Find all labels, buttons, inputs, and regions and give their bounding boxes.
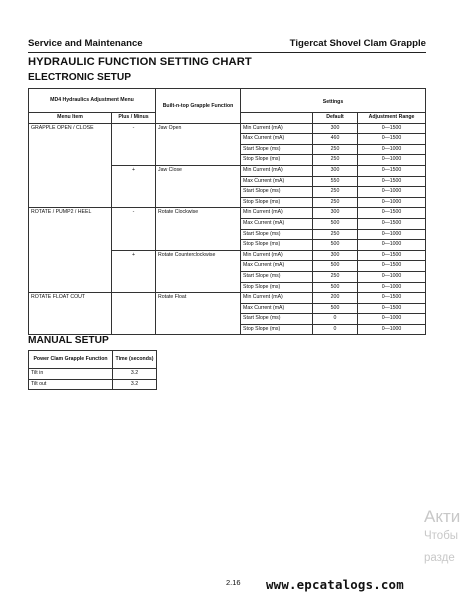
default-cell: 200 [313,293,358,304]
time-cell: 3.2 [113,369,157,380]
range-cell: 0—1500 [358,250,426,261]
function-cell: Tilt in [29,369,113,380]
range-cell: 0—1000 [358,240,426,251]
range-cell: 0—1500 [358,176,426,187]
param-cell: Stop Slope (ms) [241,282,313,293]
range-cell: 0—1000 [358,187,426,198]
range-cell: 0—1500 [358,165,426,176]
range-cell: 0—1000 [358,271,426,282]
menu-item-cell: GRAPPLE OPEN / CLOSE [29,123,112,208]
param-cell: Stop Slope (ms) [241,197,313,208]
range-cell: 0—1000 [358,324,426,335]
param-cell: Max Current (mA) [241,176,313,187]
default-cell: 250 [313,187,358,198]
plus-minus-cell: + [112,165,156,207]
default-header: Default [313,113,358,124]
default-cell: 250 [313,155,358,166]
function-cell: Rotate Float [156,293,241,335]
range-cell: 0—1000 [358,197,426,208]
default-cell: 0 [313,314,358,325]
time-header: Time (seconds) [113,351,157,369]
param-cell: Stop Slope (ms) [241,155,313,166]
section-name: Service and Maintenance [28,38,143,49]
page-header [28,38,426,53]
activation-overlay-line: Чтобы [424,530,459,542]
default-cell: 550 [313,176,358,187]
param-cell: Min Current (mA) [241,293,313,304]
table-row [29,293,426,304]
param-cell: Start Slope (ms) [241,144,313,155]
param-cell: Max Current (mA) [241,261,313,272]
default-cell: 250 [313,229,358,240]
param-cell: Min Current (mA) [241,165,313,176]
default-cell: 300 [313,250,358,261]
default-cell: 0 [313,324,358,335]
param-cell: Stop Slope (ms) [241,324,313,335]
function-cell: Jaw Open [156,123,241,165]
range-cell: 0—1500 [358,293,426,304]
range-cell: 0—1000 [358,155,426,166]
default-cell: 300 [313,165,358,176]
function-cell: Jaw Close [156,165,241,207]
manual-setup-table [28,350,157,390]
manual-setup-heading: MANUAL SETUP [28,335,109,346]
function-cell: Tilt out [29,379,113,390]
param-cell: Min Current (mA) [241,123,313,134]
range-cell: 0—1500 [358,134,426,145]
plus-minus-header: Plus / Minus [112,113,156,124]
default-cell: 300 [313,123,358,134]
electronic-setup-heading: ELECTRONIC SETUP [28,72,132,83]
page-title: HYDRAULIC FUNCTION SETTING CHART [28,56,252,68]
default-cell: 500 [313,240,358,251]
watermark-link[interactable]: www.epcatalogs.com [266,577,404,592]
default-cell: 500 [313,218,358,229]
range-cell: 0—1000 [358,144,426,155]
plus-minus-cell: - [112,208,156,250]
default-cell: 300 [313,208,358,219]
plus-minus-cell [112,293,156,335]
default-cell: 500 [313,303,358,314]
activation-overlay-title: Акти [424,507,461,526]
param-cell: Stop Slope (ms) [241,240,313,251]
function-cell: Rotate Clockwise [156,208,241,250]
table-row [29,369,157,380]
param-cell: Max Current (mA) [241,218,313,229]
table-row [29,208,426,219]
param-cell: Max Current (mA) [241,303,313,314]
default-cell: 250 [313,144,358,155]
param-cell: Start Slope (ms) [241,187,313,198]
default-cell: 250 [313,271,358,282]
activation-overlay-line: разде [424,552,455,564]
range-header: Adjustment Range [358,113,426,124]
electronic-setup-table [28,88,426,335]
range-cell: 0—1500 [358,123,426,134]
function-header: Power Clam Grapple Function [29,351,113,369]
menu-item-cell: ROTATE FLOAT COUT [29,293,112,335]
table-row [29,123,426,134]
range-cell: 0—1500 [358,218,426,229]
settings-header: Settings [241,89,426,113]
table-row [29,379,157,390]
range-cell: 0—1500 [358,208,426,219]
default-cell: 500 [313,282,358,293]
default-cell: 500 [313,261,358,272]
param-cell: Min Current (mA) [241,250,313,261]
page-number: 2.16 [226,578,241,587]
menu-item-header: Menu Item [29,113,112,124]
range-cell: 0—1500 [358,303,426,314]
param-cell: Start Slope (ms) [241,229,313,240]
builtin-function-header: Built-n-top Grapple Function [156,89,241,124]
plus-minus-cell: + [112,250,156,292]
param-cell: Min Current (mA) [241,208,313,219]
range-cell: 0—1000 [358,314,426,325]
range-cell: 0—1000 [358,229,426,240]
range-cell: 0—1500 [358,261,426,272]
param-cell: Start Slope (ms) [241,314,313,325]
param-cell: Start Slope (ms) [241,271,313,282]
product-name: Tigercat Shovel Clam Grapple [289,38,426,49]
time-cell: 3.2 [113,379,157,390]
default-cell: 460 [313,134,358,145]
param-cell: Max Current (mA) [241,134,313,145]
menu-item-cell: ROTATE / PUMP2 / HEEL [29,208,112,293]
md4-menu-header: MD4 Hydraulics Adjustment Menu [29,89,156,113]
plus-minus-cell: - [112,123,156,165]
range-cell: 0—1000 [358,282,426,293]
default-cell: 250 [313,197,358,208]
function-cell: Rotate Counterclockwise [156,250,241,292]
param-header [241,113,313,124]
